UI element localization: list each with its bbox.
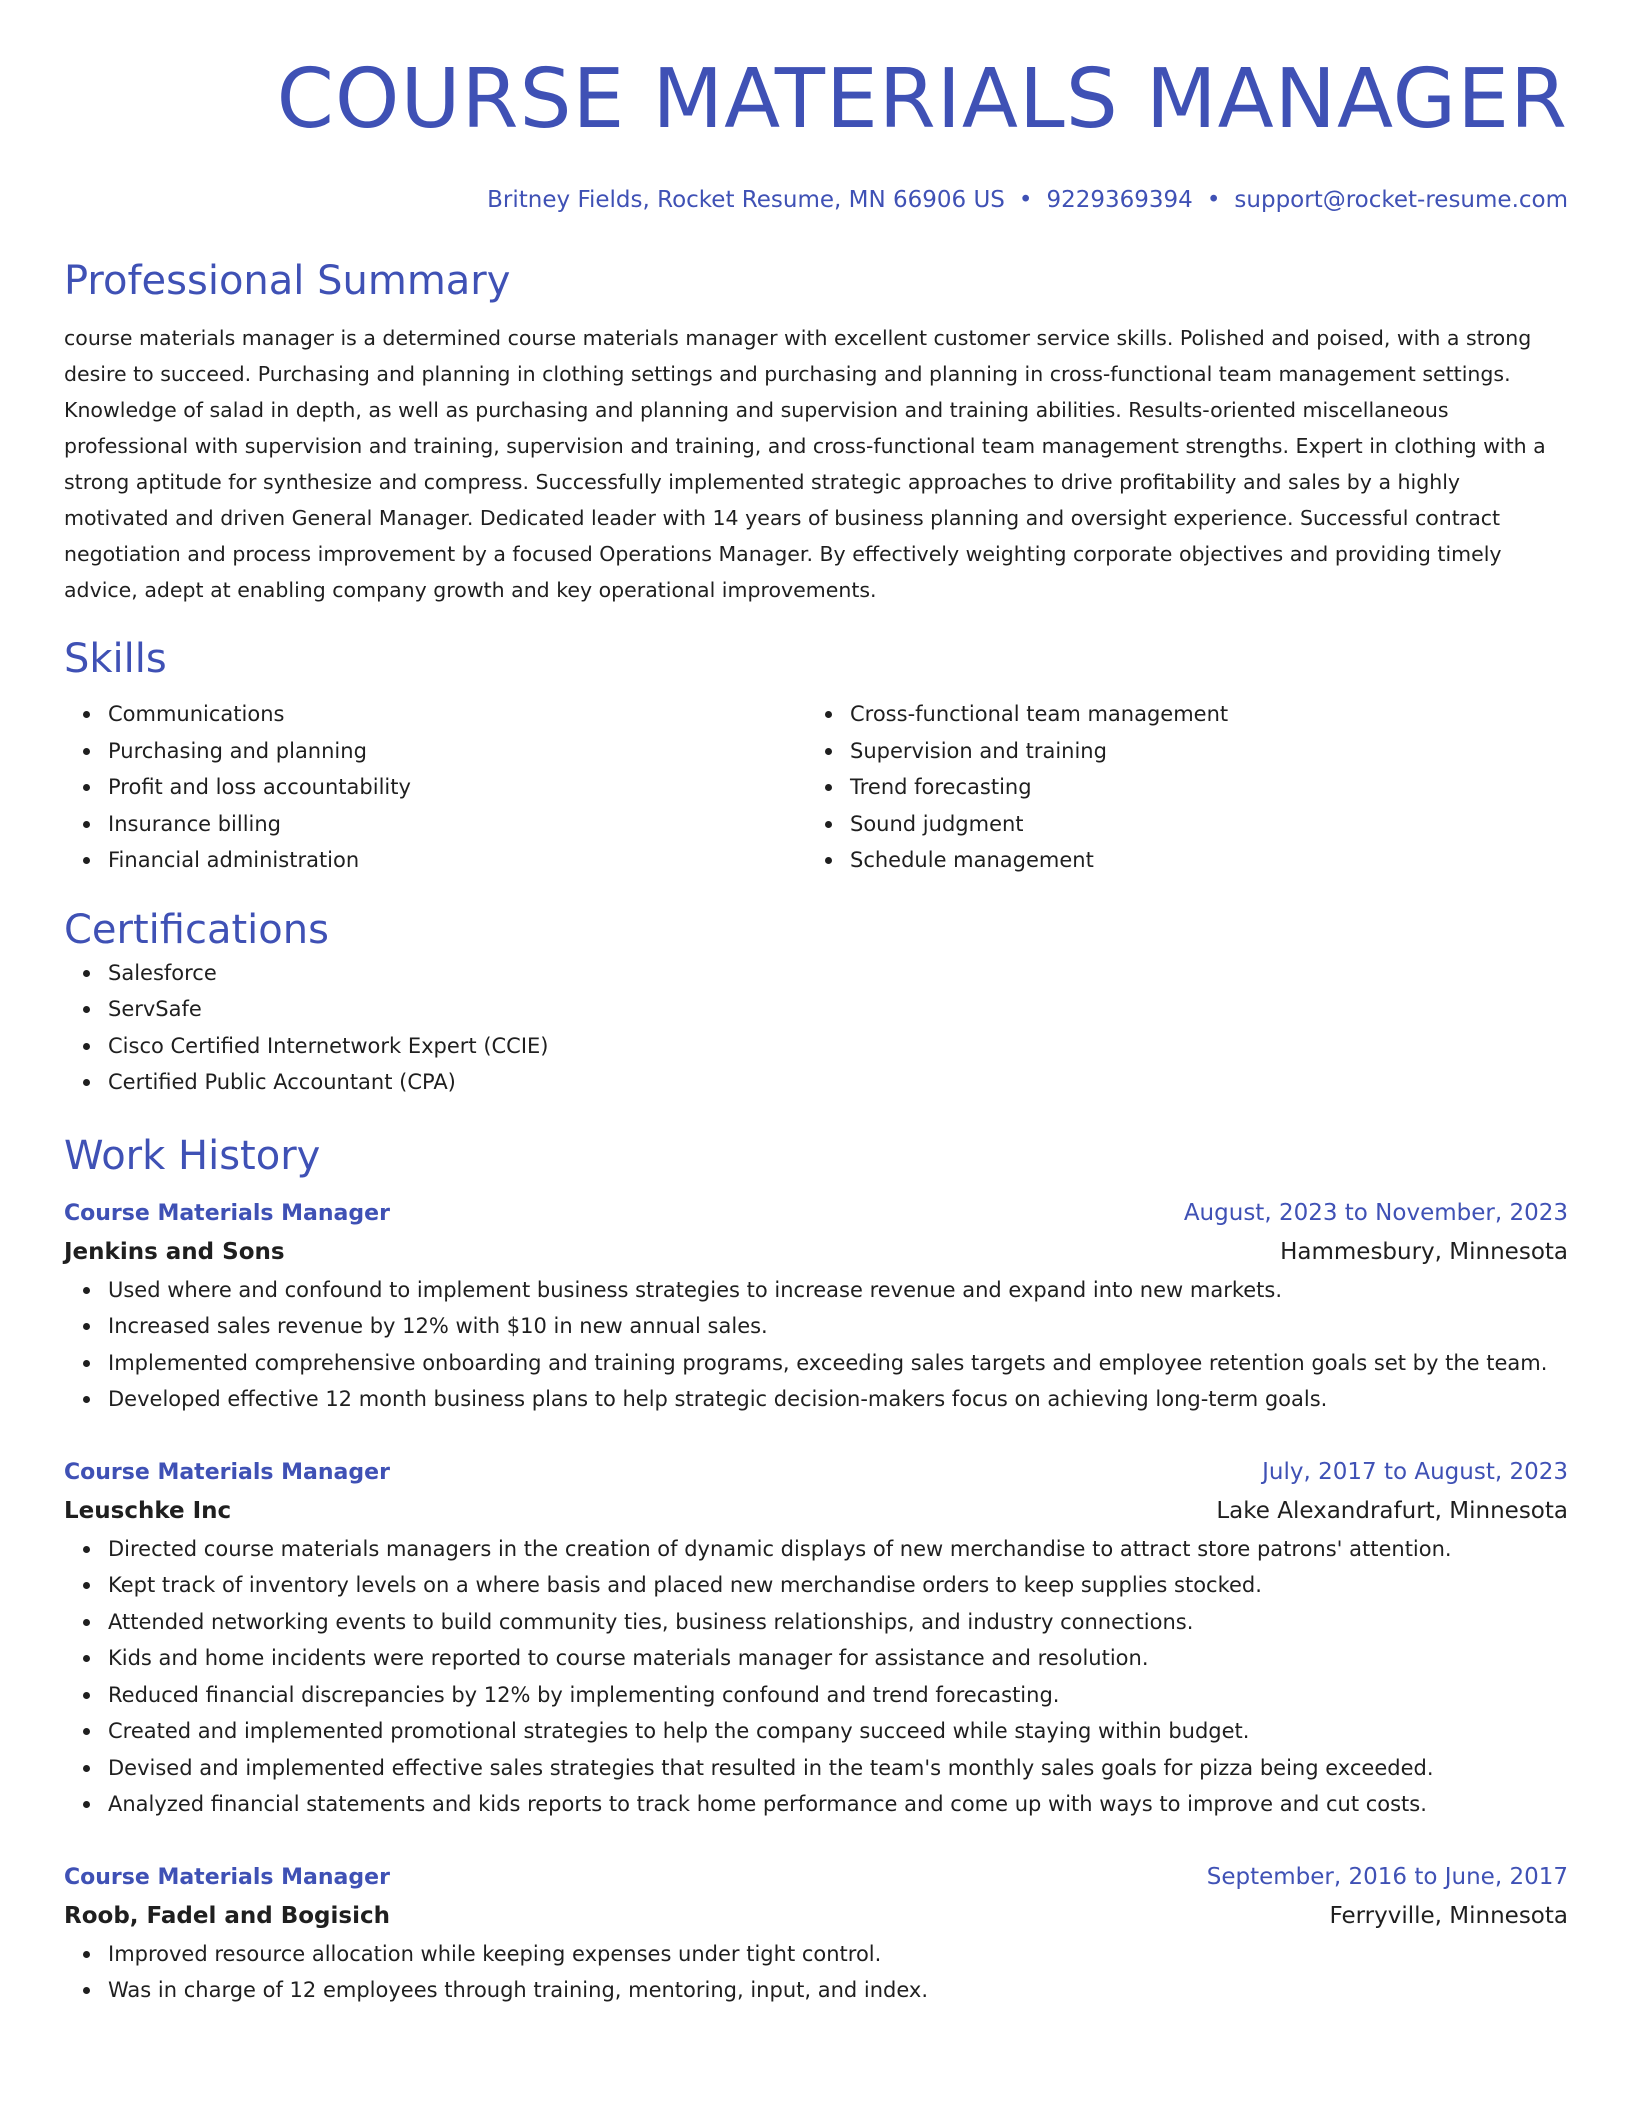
job-location: Ferryville, Minnesota xyxy=(1329,1902,1568,1929)
job-title: Course Materials Manager xyxy=(64,1864,390,1890)
job-bullet: Directed course materials managers in the creation of dynamic displays of new merchandise to attract store patrons' attention. xyxy=(108,1531,1568,1568)
job-dates: August, 2023 to November, 2023 xyxy=(1183,1199,1568,1226)
job-dates: July, 2017 to August, 2023 xyxy=(1262,1458,1568,1485)
contact-line xyxy=(64,184,1568,216)
skill-item: Schedule management xyxy=(850,842,1548,879)
skill-item: Insurance billing xyxy=(108,806,806,843)
certifications-heading: Certifications xyxy=(64,906,329,953)
certification-item: Salesforce xyxy=(108,955,1568,992)
summary-heading: Professional Summary xyxy=(64,258,511,304)
skill-item: Purchasing and planning xyxy=(108,733,806,770)
skill-item: Cross-functional team management xyxy=(850,696,1548,733)
job-bullets xyxy=(64,1531,1568,1823)
contact-separator: • xyxy=(1018,187,1033,213)
resume-title: COURSE MATERIALS MANAGER xyxy=(276,52,1568,147)
skill-item: Sound judgment xyxy=(850,806,1548,843)
job-dates: September, 2016 to June, 2017 xyxy=(1206,1863,1568,1890)
skill-item: Supervision and training xyxy=(850,733,1548,770)
skill-item: Financial administration xyxy=(108,842,806,879)
certification-item: Cisco Certified Internetwork Expert (CCIE) xyxy=(108,1028,1568,1065)
skills-list-left xyxy=(64,696,806,879)
contact-phone: 9229369394 xyxy=(1046,187,1193,213)
work-history-heading: Work History xyxy=(64,1132,321,1179)
job-company-row xyxy=(64,1232,1568,1272)
skills-column-right xyxy=(806,696,1548,879)
job-company-row xyxy=(64,1491,1568,1531)
skill-item: Communications xyxy=(108,696,806,733)
job-bullets xyxy=(64,1272,1568,1418)
job-bullet: Increased sales revenue by 12% with $10 in new annual sales. xyxy=(108,1308,1568,1345)
job-bullet: Used where and confound to implement business strategies to increase revenue and expand into new markets. xyxy=(108,1272,1568,1309)
job-entry xyxy=(64,1454,1568,1823)
job-bullet: Improved resource allocation while keeping expenses under tight control. xyxy=(108,1936,1568,1973)
job-bullet: Created and implemented promotional strategies to help the company succeed while staying within budget. xyxy=(108,1713,1568,1750)
skill-item: Trend forecasting xyxy=(850,769,1548,806)
contact-email: support@rocket-resume.com xyxy=(1234,187,1568,213)
job-bullet: Was in charge of 12 employees through training, mentoring, input, and index. xyxy=(108,1972,1568,2009)
job-bullet: Attended networking events to build community ties, business relationships, and industry connections. xyxy=(108,1604,1568,1641)
job-entry xyxy=(64,1859,1568,2009)
job-bullet: Kept track of inventory levels on a where basis and placed new merchandise orders to keep supplies stocked. xyxy=(108,1567,1568,1604)
contact-separator: • xyxy=(1206,187,1221,213)
job-entry xyxy=(64,1195,1568,1418)
job-bullet: Devised and implemented effective sales strategies that resulted in the team's monthly sales goals for pizza being exceeded. xyxy=(108,1750,1568,1787)
job-company-row xyxy=(64,1896,1568,1936)
summary-text: course materials manager is a determined course materials manager with excellent customer service skills. Polished and poised, with a strong desire to succeed. Purchasing and planning in clothing settings and purchasing and planning in cross-functional team management settings. Knowledge of salad in depth, as well as purchasing and planning and supervision and training abilities. Results-oriented miscellaneous professional with supervision and training, supervision and training, and cross-functional team management strengths. Expert in clothing with a strong aptitude for synthesize and compress. Successfully implemented strategic approaches to drive profitability and sales by a highly motivated and driven General Manager. Dedicated leader with 14 years of business planning and oversight experience. Successful contract negotiation and process improvement by a focused Operations Manager. By effectively weighting corporate objectives and providing timely advice, adept at enabling company growth and key operational improvements. xyxy=(64,326,1546,602)
resume-page xyxy=(64,0,1568,2009)
resume-header xyxy=(64,0,1568,216)
skills-grid xyxy=(64,696,1568,879)
job-company: Roob, Fadel and Bogisich xyxy=(64,1902,390,1929)
job-bullet: Kids and home incidents were reported to course materials manager for assistance and resolution. xyxy=(108,1640,1568,1677)
job-company: Jenkins and Sons xyxy=(64,1238,285,1265)
job-header-row xyxy=(64,1454,1568,1491)
job-company: Leuschke Inc xyxy=(64,1497,232,1524)
certifications-list xyxy=(64,955,1568,1101)
skills-heading: Skills xyxy=(64,636,167,682)
job-location: Lake Alexandrafurt, Minnesota xyxy=(1216,1497,1568,1524)
skill-item: Profit and loss accountability xyxy=(108,769,806,806)
job-header-row xyxy=(64,1859,1568,1896)
skills-list-right xyxy=(806,696,1548,879)
job-header-row xyxy=(64,1195,1568,1232)
job-bullet: Reduced financial discrepancies by 12% by implementing confound and trend forecasting. xyxy=(108,1677,1568,1714)
certification-item: Certified Public Accountant (CPA) xyxy=(108,1064,1568,1101)
job-title: Course Materials Manager xyxy=(64,1200,390,1226)
job-bullets xyxy=(64,1936,1568,2009)
job-bullet: Developed effective 12 month business plans to help strategic decision-makers focus on achieving long-term goals. xyxy=(108,1381,1568,1418)
job-bullet: Implemented comprehensive onboarding and training programs, exceeding sales targets and employee retention goals set by the team. xyxy=(108,1345,1568,1382)
job-title: Course Materials Manager xyxy=(64,1459,390,1485)
contact-address: Britney Fields, Rocket Resume, MN 66906 US xyxy=(487,187,1005,213)
certification-item: ServSafe xyxy=(108,991,1568,1028)
job-bullet: Analyzed financial statements and kids reports to track home performance and come up with ways to improve and cut costs. xyxy=(108,1786,1568,1823)
job-location: Hammesbury, Minnesota xyxy=(1280,1238,1568,1265)
skills-column-left xyxy=(64,696,806,879)
